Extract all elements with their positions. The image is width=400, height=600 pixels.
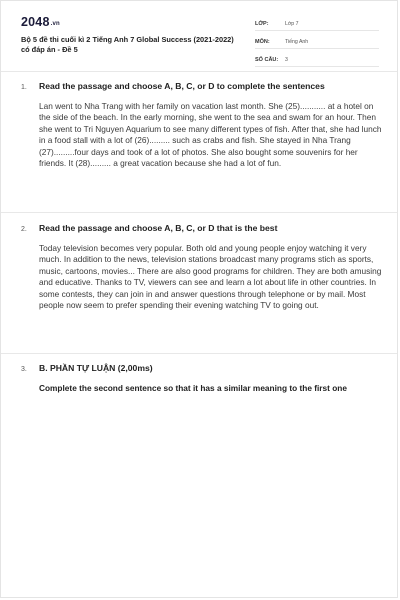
question-title: B. PHẦN TỰ LUẬN (2,00ms) bbox=[39, 363, 153, 373]
brand-suffix: .vn bbox=[50, 21, 60, 27]
meta-row-class bbox=[255, 15, 379, 31]
question-number: 3. bbox=[21, 366, 27, 373]
meta-key: SỐ CÂU: bbox=[255, 57, 279, 63]
section-divider bbox=[1, 212, 397, 213]
meta-key: MÔN: bbox=[255, 39, 270, 45]
question-2 bbox=[21, 223, 383, 311]
brand-logo[interactable] bbox=[21, 15, 60, 29]
document-meta bbox=[255, 15, 379, 69]
document-header bbox=[1, 1, 397, 73]
question-number: 2. bbox=[21, 226, 27, 233]
document-title: Bộ 5 đề thi cuối kì 2 Tiếng Anh 7 Global Success (2021-2022) có đáp án - Đề 5 bbox=[21, 35, 234, 54]
meta-value: Tiếng Anh bbox=[285, 39, 309, 45]
meta-value: Lớp 7 bbox=[285, 21, 299, 27]
meta-key: LỚP: bbox=[255, 21, 269, 27]
question-passage: Today television becomes very popular. Both old and young people enjoy watching it very much. In addition to the news, television stations broadcast many programs stich as sports, music, cartoons, movies... There are also good programs for children. They are both amusing and educative. Thanks to TV, viewers can see and learn a lot about life in other countries. In some contests, they can join in and answer questions through telephone or by mail. Most people now seem to prefer spending their evening watching TV to going out. bbox=[39, 243, 382, 311]
meta-row-question-count bbox=[255, 51, 379, 67]
header-divider bbox=[1, 71, 397, 72]
meta-row-subject bbox=[255, 33, 379, 49]
brand-name: 2048 bbox=[21, 15, 50, 29]
question-number: 1. bbox=[21, 84, 27, 91]
question-instruction: Complete the second sentence so that it has a similar meaning to the first one bbox=[39, 383, 347, 393]
question-title: Read the passage and choose A, B, C, or D to complete the sentences bbox=[39, 81, 325, 91]
section-divider bbox=[1, 353, 397, 354]
question-title: Read the passage and choose A, B, C, or D that is the best bbox=[39, 223, 278, 233]
question-heading bbox=[21, 363, 383, 374]
question-heading bbox=[21, 81, 383, 92]
question-heading bbox=[21, 223, 383, 234]
question-1 bbox=[21, 81, 383, 169]
question-3 bbox=[21, 363, 383, 394]
question-passage: Lan went to Nha Trang with her family on vacation last month. She (25)........... at a hotel on the side of the beach. In the early morning, she went to the sea and swam for an hour. Then she went to Tri Nguyen Aquarium to see many different types of fish. After that, she had lunch in a food stall with a lot of (26)......... such as crabs and fish. She stayed in Nha Trang (27).........four days and took of a lot of photos. She also bought some souvenirs for her friends. It (28)......... a great vacation because she had a lot of fun. bbox=[39, 101, 382, 169]
meta-value: 3 bbox=[285, 57, 288, 63]
